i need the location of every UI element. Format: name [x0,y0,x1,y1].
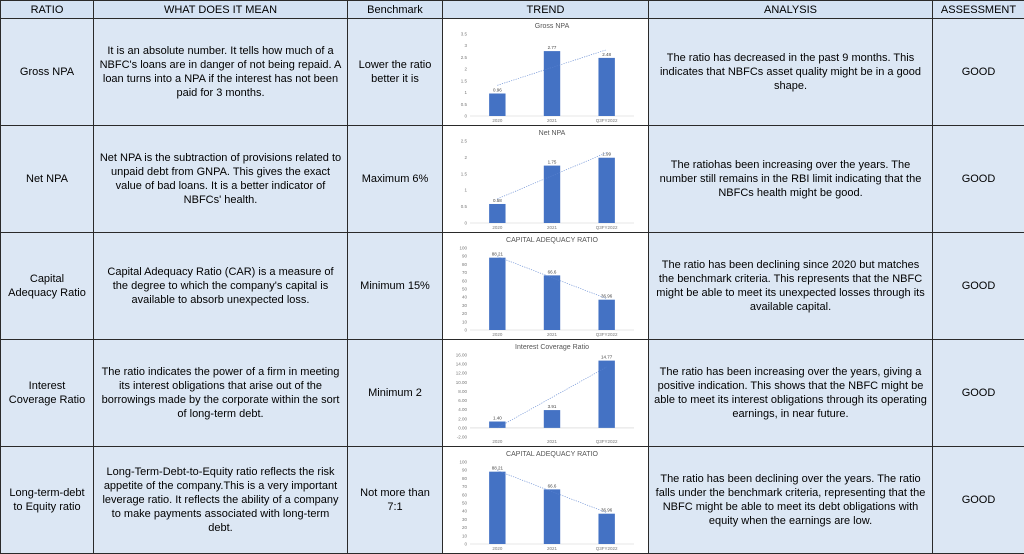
y-tick-label: 10 [461,533,467,538]
x-category-label: 2020 [492,118,503,123]
x-category-label: 2021 [546,118,557,123]
x-category-label: 2021 [546,332,557,337]
ratio-analysis: The ratio has decreased in the past 9 months. This indicates that NBFCs asset quality might be in a good shape. [649,19,933,126]
data-label: 14.77 [601,354,613,359]
y-tick-label: 0.00 [458,425,467,430]
header-benchmark: Benchmark [348,1,443,19]
trend-cell [443,340,649,447]
trend-cell [443,233,649,340]
y-tick-label: 1.5 [460,78,467,83]
y-tick-label: 4.00 [458,407,467,412]
chart-bar [598,299,614,329]
chart-bar [598,360,614,427]
x-category-label: 2020 [492,546,503,551]
ratio-analysis: The ratio has been declining since 2020 but matches the benchmark criteria. This represents that the NBFC might be able to meet its unexpected losses through its available capital. [649,233,933,340]
trend-cell [443,19,649,126]
table-row [1,340,1024,447]
chart-title: CAPITAL ADEQUACY RATIO [506,451,598,458]
trend-cell [443,126,649,233]
chart-title: Gross NPA [534,23,569,30]
y-tick-label: 50 [461,500,467,505]
x-category-label: Q3FY2022 [595,546,617,551]
chart-bar [543,489,559,544]
table-row [1,233,1024,340]
y-tick-label: 6.00 [458,398,467,403]
data-label: 36.96 [601,507,613,512]
table-row [1,126,1024,233]
x-category-label: 2021 [546,546,557,551]
chart-bar [543,410,559,428]
ratio-benchmark: Lower the ratio better it is [348,19,443,126]
x-category-label: 2021 [546,439,557,444]
ratio-assessment: GOOD [933,19,1024,126]
data-label: 88.21 [491,251,503,256]
chart-title: Net NPA [538,130,565,137]
y-tick-label: 60 [461,278,467,283]
ratio-name: Long-term-debt to Equity ratio [1,447,94,554]
data-label: 2.48 [602,51,611,56]
ratio-meaning: Net NPA is the subtraction of provisions related to unpaid debt from GNPA. This gives the exact value of bad loans. It is a better indicator of NBFCs' health. [94,126,348,233]
header-trend: TREND [443,1,649,19]
chart-bar [489,257,505,329]
ratio-benchmark: Minimum 2 [348,340,443,447]
header-analysis: ANALYSIS [649,1,933,19]
ratio-meaning: It is an absolute number. It tells how much of a NBFC's loans are in danger of not being repaid. A loan turns into a NPA if the interest has not been paid for 3 months. [94,19,348,126]
ratio-benchmark: Minimum 15% [348,233,443,340]
y-tick-label: 70 [461,270,467,275]
header-meaning: WHAT DOES IT MEAN [94,1,348,19]
chart-title: CAPITAL ADEQUACY RATIO [506,237,598,244]
ratio-meaning: Capital Adequacy Ratio (CAR) is a measure of the degree to which the company's capital is available to absorb unexpected loss. [94,233,348,340]
y-tick-label: 0 [464,541,467,546]
data-label: 1.75 [547,159,556,164]
table-row [1,19,1024,126]
data-label: 1.99 [602,151,611,156]
y-tick-label: 10.00 [455,379,467,384]
data-label: 66.6 [547,483,556,488]
y-tick-label: 1.5 [460,171,467,176]
ratio-analysis: The ratio has been increasing over the years, giving a positive indication. This shows that the NBFC might be able to meet its interest obligations through its operating earnings, in near future. [649,340,933,447]
chart-bar [489,93,505,115]
trend-chart-interest-coverage [450,341,642,446]
y-tick-label: 50 [461,286,467,291]
chart-bar [543,51,559,116]
y-tick-label: 8.00 [458,388,467,393]
x-category-label: Q3FY2022 [595,332,617,337]
data-label: 88.21 [491,465,503,470]
data-label: 3.91 [547,404,556,409]
y-tick-label: 70 [461,484,467,489]
y-tick-label: 0.5 [460,101,467,106]
y-tick-label: 2 [464,66,467,71]
chart-bar [598,57,614,115]
y-tick-label: 60 [461,492,467,497]
y-tick-label: 100 [459,459,467,464]
y-tick-label: 80 [461,475,467,480]
y-tick-label: -2.00 [456,434,467,439]
ratio-assessment: GOOD [933,340,1024,447]
ratio-analysis: The ratio has been declining over the years. The ratio falls under the benchmark criteria, representing that the NBFC might be able to meet its debt obligations with equity when the earnings are low. [649,447,933,554]
y-tick-label: 30 [461,516,467,521]
ratio-assessment: GOOD [933,233,1024,340]
header-ratio: RATIO [1,1,94,19]
y-tick-label: 2.5 [460,54,467,59]
y-tick-label: 3.5 [460,31,467,36]
y-tick-label: 2.00 [458,416,467,421]
trend-chart-gross-npa [450,20,642,125]
chart-bar [489,203,505,222]
y-tick-label: 40 [461,508,467,513]
trend-chart-long-term-debt-equity [450,448,642,553]
y-tick-label: 40 [461,294,467,299]
x-category-label: Q3FY2022 [595,118,617,123]
data-label: 0.58 [492,197,501,202]
y-tick-label: 0 [464,113,467,118]
y-tick-label: 0 [464,327,467,332]
y-tick-label: 80 [461,261,467,266]
chart-bar [489,471,505,543]
chart-bar [489,421,505,427]
chart-bar [543,165,559,222]
ratio-name: Net NPA [1,126,94,233]
header-row [1,1,1024,19]
header-assessment: ASSESSMENT [933,1,1024,19]
table-row [1,447,1024,554]
ratio-assessment: GOOD [933,447,1024,554]
y-tick-label: 14.00 [455,361,467,366]
ratio-assessment: GOOD [933,126,1024,233]
y-tick-label: 2 [464,154,467,159]
trend-chart-capital-adequacy [450,234,642,339]
y-tick-label: 12.00 [455,370,467,375]
data-label: 1.40 [492,415,501,420]
chart-title: Interest Coverage Ratio [515,344,589,351]
y-tick-label: 16.00 [455,352,467,357]
ratio-meaning: The ratio indicates the power of a firm in meeting its interest obligations that arise out of the borrowings made by the corporate within the sort of long-term debt. [94,340,348,447]
chart-bar [598,157,614,222]
y-tick-label: 0.5 [460,204,467,209]
y-tick-label: 20 [461,525,467,530]
ratio-name: Capital Adequacy Ratio [1,233,94,340]
data-label: 36.96 [601,293,613,298]
y-tick-label: 1 [464,90,467,95]
y-tick-label: 30 [461,302,467,307]
x-category-label: 2020 [492,332,503,337]
x-category-label: 2020 [492,225,503,230]
ratio-benchmark: Not more than 7:1 [348,447,443,554]
trend-chart-net-npa [450,127,642,232]
y-tick-label: 100 [459,245,467,250]
ratio-name: Interest Coverage Ratio [1,340,94,447]
x-category-label: Q3FY2022 [595,225,617,230]
data-label: 0.96 [492,87,501,92]
y-tick-label: 90 [461,253,467,258]
x-category-label: 2021 [546,225,557,230]
y-tick-label: 1 [464,187,467,192]
ratio-name: Gross NPA [1,19,94,126]
x-category-label: 2020 [492,439,503,444]
y-tick-label: 90 [461,467,467,472]
trend-cell [443,447,649,554]
ratio-analysis: The ratiohas been increasing over the years. The number still remains in the RBI limit indicating that the NBFCs health might be good. [649,126,933,233]
chart-bar [543,275,559,330]
x-category-label: Q3FY2022 [595,439,617,444]
chart-bar [598,513,614,543]
y-tick-label: 2.5 [460,138,467,143]
ratio-benchmark: Maximum 6% [348,126,443,233]
y-tick-label: 20 [461,311,467,316]
y-tick-label: 0 [464,220,467,225]
y-tick-label: 3 [464,43,467,48]
ratio-meaning: Long-Term-Debt-to-Equity ratio reflects the risk appetite of the company.This is a very important leverage ratio. It reflects the ability of a company to make payments associated with long-term debt. [94,447,348,554]
data-label: 2.77 [547,45,556,50]
data-label: 66.6 [547,269,556,274]
y-tick-label: 10 [461,319,467,324]
